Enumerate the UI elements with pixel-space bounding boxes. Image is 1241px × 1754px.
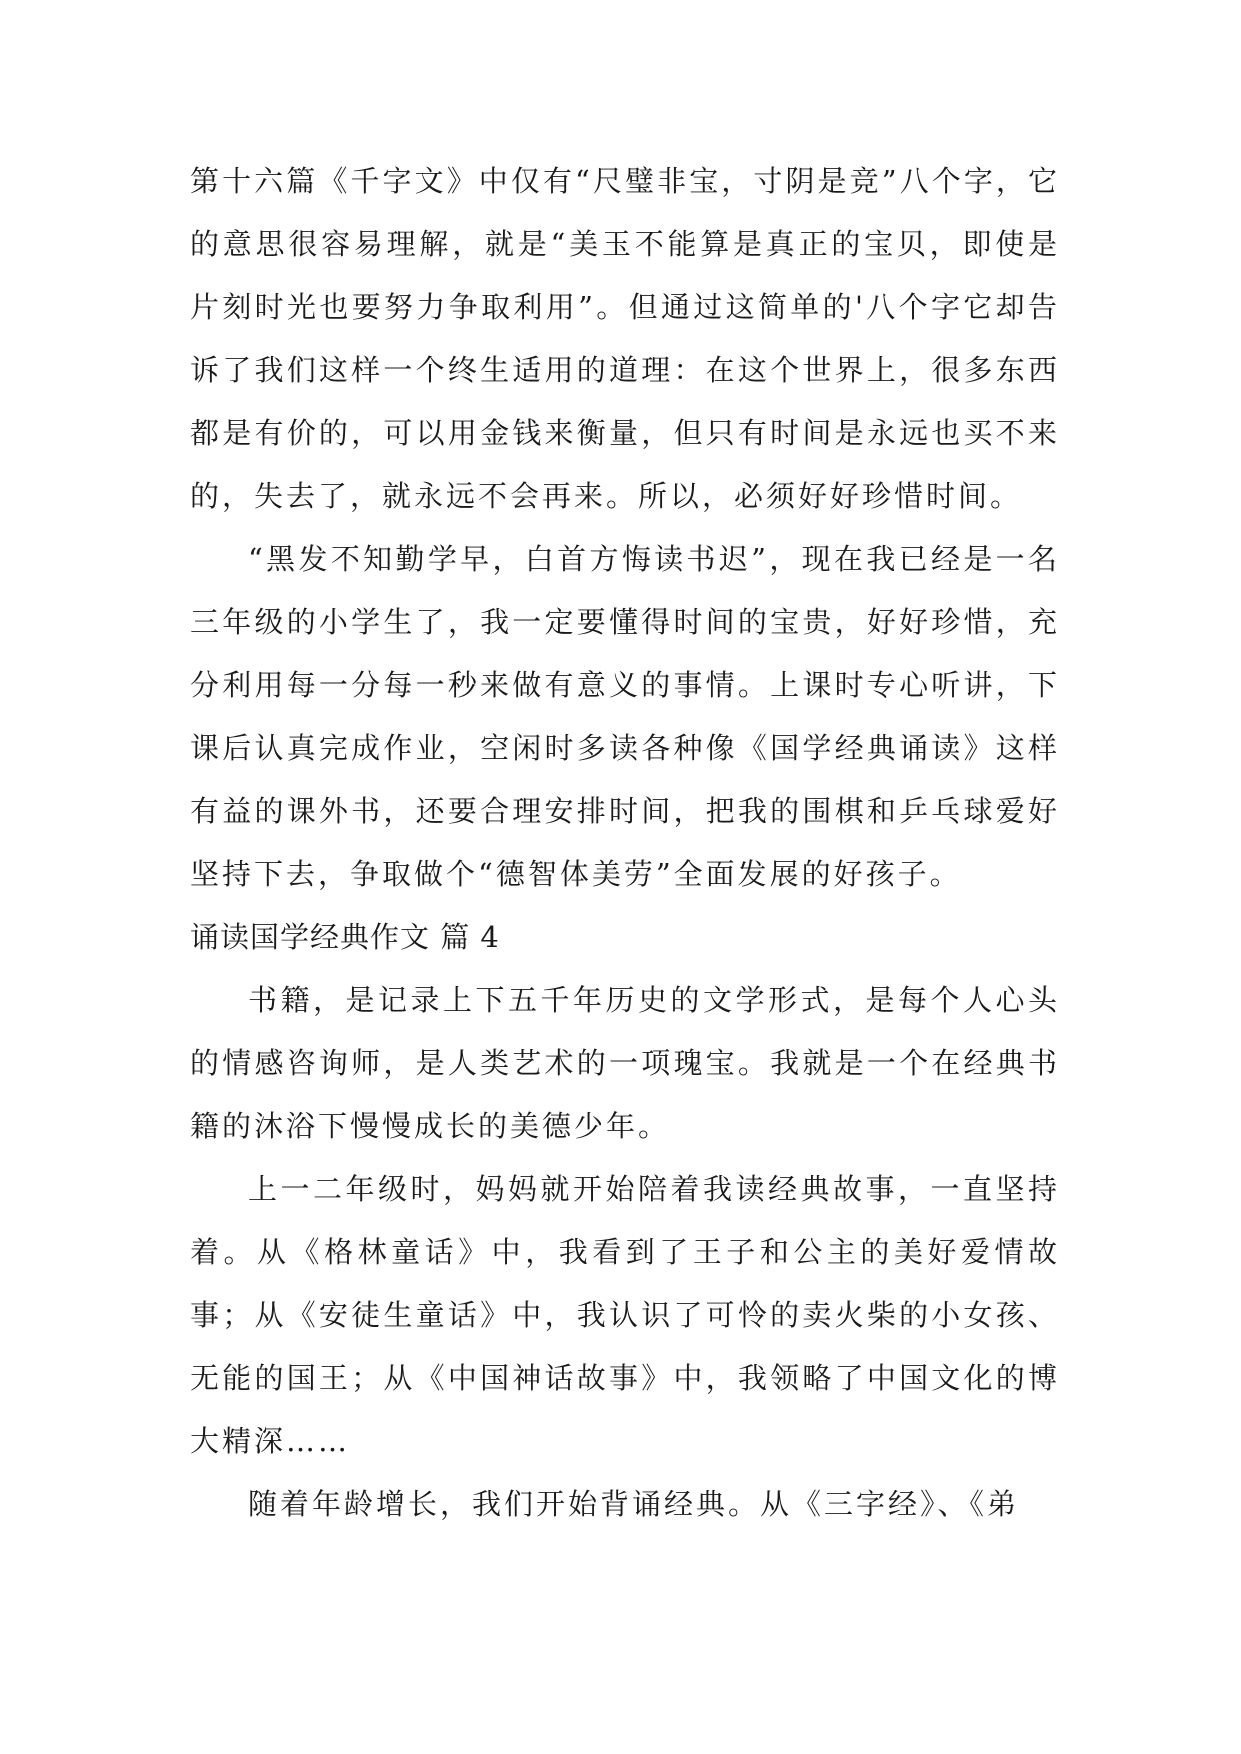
- body-paragraph: 书籍，是记录上下五千年历史的文学形式，是每个人心头的情感咨询师，是人类艺术的一项瑰宝。我就是一个在经典书籍的沐浴下慢慢成长的美德少年。: [190, 983, 1060, 1143]
- body-paragraph: 随着年龄增长，我们开始背诵经典。从《三字经》、《弟: [248, 1487, 1020, 1521]
- body-paragraph: 上一二年级时，妈妈就开始陪着我读经典故事，一直坚持着。从《格林童话》中，我看到了王子和公主的美好爱情故事；从《安徒生童话》中，我认识了可怜的卖火柴的小女孩、无能的国王；从《中国神话故事》中，我领略了中国文化的博大精深……: [190, 1172, 1060, 1458]
- document-body: [190, 150, 1060, 1536]
- body-paragraph: “黑发不知勤学早，白首方悔读书迟”，现在我已经是一名三年级的小学生了，我一定要懂得时间的宝贵，好好珍惜，充分利用每一分每一秒来做有意义的事情。上课时专心听讲，下课后认真完成作业，空闲时多读各种像《国学经典诵读》这样有益的课外书，还要合理安排时间，把我的围棋和乒乓球爱好坚持下去，争取做个“德智体美劳”全面发展的好孩子。: [190, 542, 1060, 891]
- section-heading: 诵读国学经典作文 篇 4: [190, 920, 500, 954]
- body-paragraph: 第十六篇《千字文》中仅有“尺璧非宝，寸阴是竞”八个字，它的意思很容易理解，就是“美玉不能算是真正的宝贝，即使是片刻时光也要努力争取利用”。但通过这简单的'八个字它却告诉了我们这样一个终生适用的道理：在这个世界上，很多东西都是有价的，可以用金钱来衡量，但只有时间是永远也买不来的，失去了，就永远不会再来。所以，必须好好珍惜时间。: [190, 164, 1060, 513]
